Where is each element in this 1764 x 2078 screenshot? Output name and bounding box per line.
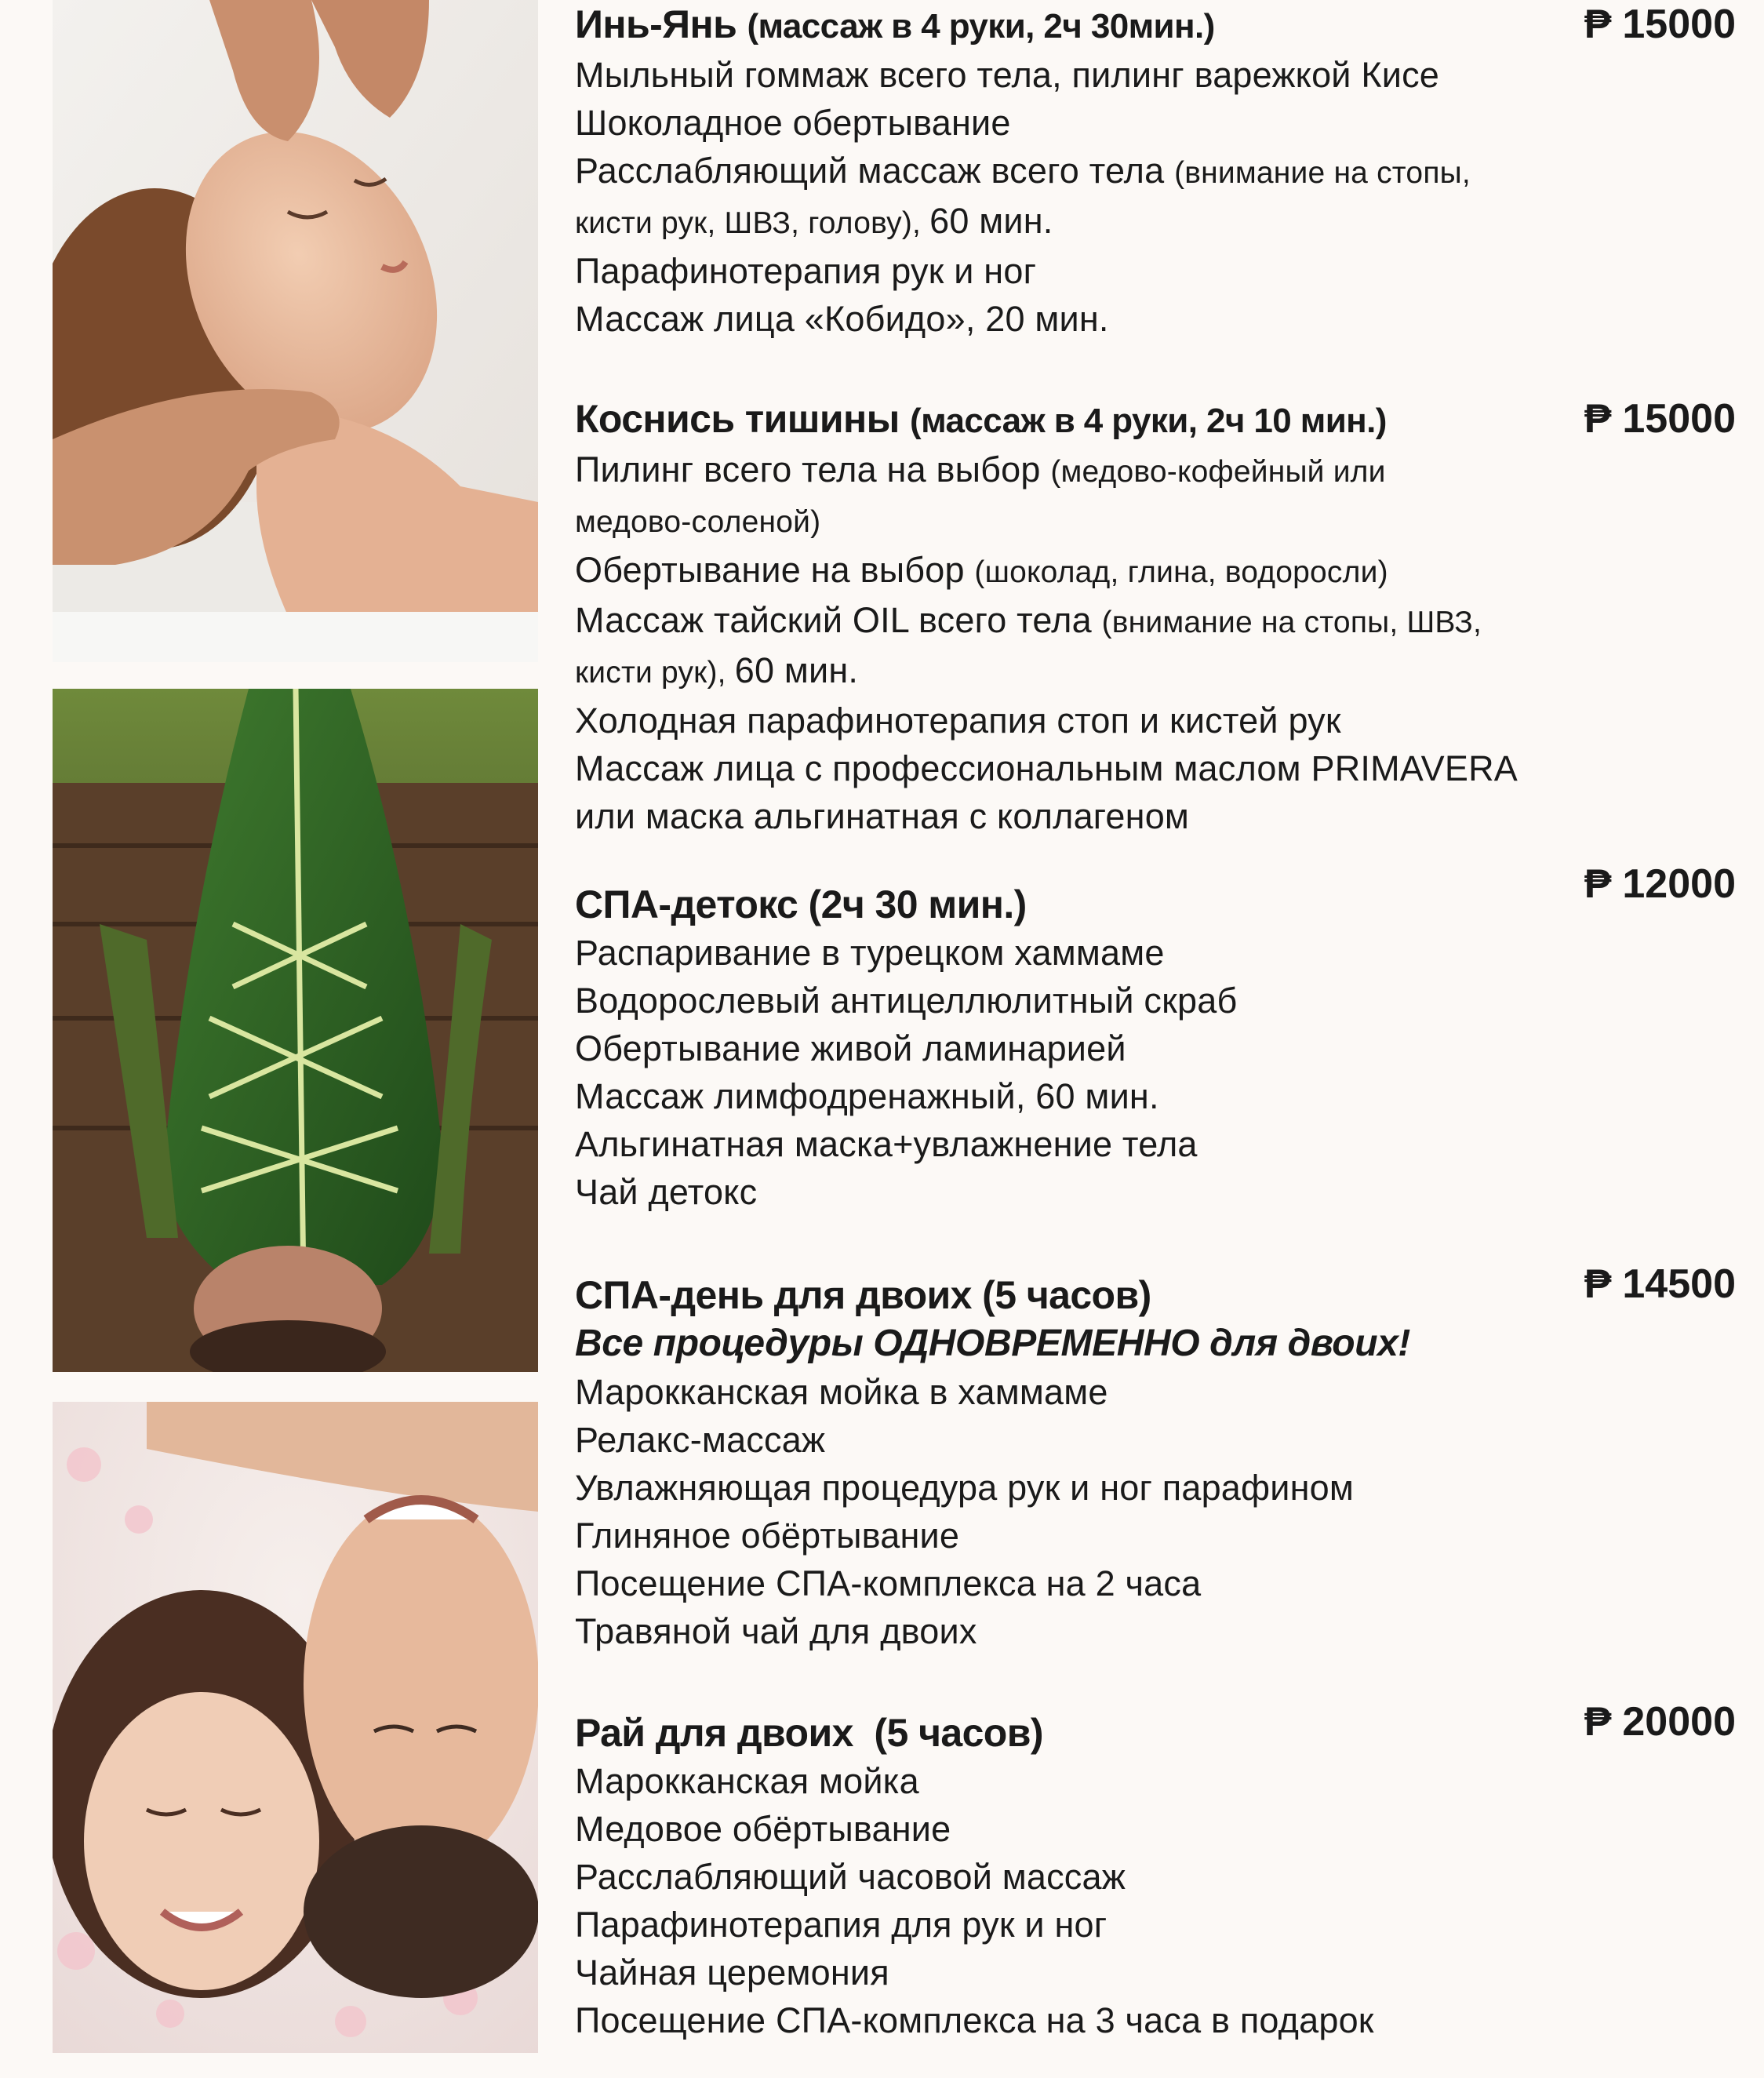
package-duration: (массаж в 4 руки, 2ч 30мин.): [747, 7, 1215, 45]
price-value: 12000: [1622, 861, 1736, 907]
package-duration: (5 часов): [982, 1273, 1151, 1317]
photo-couple: [53, 1402, 538, 2053]
package-title: [575, 1709, 1736, 1757]
ruble-icon: ₱: [1584, 396, 1612, 442]
package-title: [575, 880, 1736, 929]
package-touch-silence: [575, 395, 1736, 840]
list-item: Посещение СПА-комплекса на 2 часа: [575, 1563, 1202, 1603]
ruble-icon: ₱: [1584, 2, 1612, 47]
procedure-list: [575, 1368, 1736, 1655]
package-title: [575, 395, 1736, 446]
package-name: СПА-день для двоих: [575, 1273, 972, 1317]
photo-face-massage: [53, 0, 538, 662]
list-item: Массаж лица с профессиональным маслом PRIMAVERA: [575, 748, 1518, 788]
package-name: СПА-детокс: [575, 883, 798, 926]
list-item: Увлажняющая процедура рук и ног парафином: [575, 1468, 1355, 1508]
procedure-list: [575, 446, 1736, 840]
list-item: Медовое обёртывание: [575, 1809, 951, 1849]
list-item: Массаж лимфодренажный, 60 мин.: [575, 1076, 1159, 1116]
list-item: Водорослевый антицеллюлитный скраб: [575, 981, 1238, 1021]
list-item: Парафинотерапия для рук и ног: [575, 1905, 1108, 1945]
package-price: [1584, 0, 1736, 49]
price-value: 15000: [1622, 396, 1736, 442]
package-price: [1584, 860, 1736, 908]
list-item: или маска альгинатная с коллагеном: [575, 796, 1190, 836]
package-spa-detox: [575, 861, 1736, 1216]
list-item: Релакс-массаж: [575, 1420, 826, 1460]
price-value: 20000: [1622, 1699, 1736, 1745]
list-item: Парафинотерапия рук и ног: [575, 251, 1037, 291]
ruble-icon: ₱: [1584, 1699, 1612, 1745]
leaf-wrap-illustration: [53, 689, 538, 1372]
list-item: Марокканская мойка: [575, 1761, 919, 1801]
package-duration: (5 часов): [874, 1711, 1043, 1755]
list-item: Шоколадное обертывание: [575, 103, 1011, 143]
package-name: Инь-Янь: [575, 2, 737, 46]
list-item: Обертывание живой ламинарией: [575, 1028, 1126, 1068]
list-item: кисти рук), 60 мин.: [575, 650, 859, 690]
couple-illustration: [53, 1402, 538, 2053]
list-item: Посещение СПА-комплекса на 3 часа в подарок: [575, 2000, 1374, 2040]
package-name: Коснись тишины: [575, 397, 900, 441]
list-item: Холодная парафинотерапия стоп и кистей рук: [575, 701, 1341, 741]
ruble-icon: ₱: [1584, 1261, 1612, 1307]
procedure-list: [575, 51, 1736, 343]
list-item: Глиняное обёртывание: [575, 1516, 960, 1556]
face-massage-illustration: [53, 0, 538, 662]
package-spa-day-for-two: [575, 1261, 1736, 1655]
price-value: 14500: [1622, 1261, 1736, 1307]
photo-leaf-wrap: [53, 689, 538, 1372]
package-duration: (2ч 30 мин.): [808, 883, 1027, 926]
procedure-list: [575, 1757, 1736, 2044]
package-duration: (массаж в 4 руки, 2ч 10 мин.): [910, 402, 1387, 440]
package-price: [1584, 395, 1736, 443]
package-yin-yang: [575, 0, 1736, 343]
price-value: 15000: [1622, 2, 1736, 47]
list-item: Травяной чай для двоих: [575, 1611, 977, 1651]
list-item: Массаж тайский OIL всего тела (внимание на стопы, ШВЗ,: [575, 600, 1482, 640]
list-item: Мыльный гоммаж всего тела, пилинг варежкой Кисе: [575, 55, 1440, 95]
package-title: [575, 0, 1736, 51]
list-item: Марокканская мойка в хаммаме: [575, 1372, 1108, 1412]
package-price: [1584, 1698, 1736, 1746]
procedure-list: [575, 929, 1736, 1216]
list-item: Распаривание в турецком хаммаме: [575, 933, 1165, 973]
package-price: [1584, 1260, 1736, 1308]
list-item: Альгинатная маска+увлажнение тела: [575, 1124, 1198, 1164]
list-item: Чайная церемония: [575, 1952, 889, 1992]
package-paradise-for-two: [575, 1699, 1736, 2044]
list-item: Расслабляющий массаж всего тела (внимание на стопы,: [575, 151, 1471, 191]
package-note: Все процедуры ОДНОВРЕМЕННО для двоих!: [575, 1323, 1411, 1364]
ruble-icon: ₱: [1584, 861, 1612, 907]
list-item: Обертывание на выбор (шоколад, глина, водоросли): [575, 550, 1388, 590]
list-item: кисти рук, ШВЗ, голову), 60 мин.: [575, 201, 1053, 241]
package-title: [575, 1271, 1736, 1319]
list-item: Пилинг всего тела на выбор (медово-кофейный или: [575, 449, 1386, 489]
list-item: медово-соленой): [575, 505, 821, 539]
package-name: Рай для двоих: [575, 1711, 853, 1755]
list-item: Расслабляющий часовой массаж: [575, 1857, 1126, 1897]
list-item: Чай детокс: [575, 1172, 758, 1212]
list-item: Массаж лица «Кобидо», 20 мин.: [575, 299, 1109, 339]
